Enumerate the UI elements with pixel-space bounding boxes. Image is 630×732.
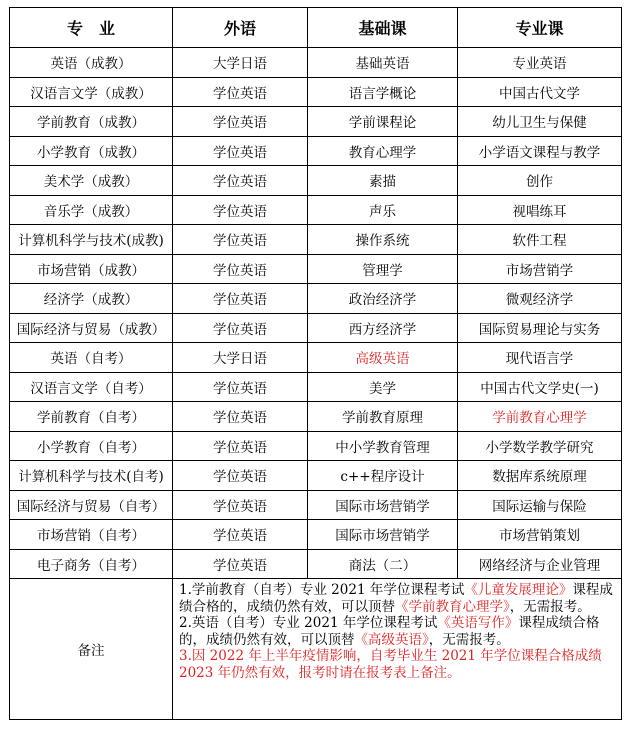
major-cell: 学前教育（成教） — [10, 107, 173, 137]
table-row — [10, 136, 622, 166]
basic-course-cell: 素描 — [308, 166, 458, 196]
foreign-language-cell: 学位英语 — [173, 402, 308, 432]
professional-course-cell: 视唱练耳 — [458, 195, 622, 225]
table-row — [10, 166, 622, 196]
foreign-language-cell: 大学日语 — [173, 48, 308, 78]
basic-course-cell: 中小学教育管理 — [308, 431, 458, 461]
basic-course-cell: 教育心理学 — [308, 136, 458, 166]
table-row — [10, 402, 622, 432]
basic-course-cell: 政治经济学 — [308, 284, 458, 314]
professional-course-cell: 软件工程 — [458, 225, 622, 255]
professional-course-cell: 微观经济学 — [458, 284, 622, 314]
basic-course-cell: c++程序设计 — [308, 461, 458, 491]
foreign-language-cell: 学位英语 — [173, 166, 308, 196]
foreign-language-cell: 学位英语 — [173, 461, 308, 491]
major-cell: 小学教育（自考） — [10, 431, 173, 461]
foreign-language-cell: 学位英语 — [173, 77, 308, 107]
table-row — [10, 461, 622, 491]
remark-1-text-c: ，无需报考。 — [509, 598, 591, 615]
professional-course-cell: 小学语文课程与教学 — [458, 136, 622, 166]
major-cell: 计算机科学与技术(成教) — [10, 225, 173, 255]
table-row — [10, 343, 622, 373]
basic-course-cell: 声乐 — [308, 195, 458, 225]
professional-course-cell: 数据库系统原理 — [458, 461, 622, 491]
major-cell: 汉语言文学（自考） — [10, 372, 173, 402]
major-cell: 汉语言文学（成教） — [10, 77, 173, 107]
professional-course-cell: 市场营销策划 — [458, 520, 622, 550]
header-row — [10, 8, 622, 48]
basic-course-cell: 基础英语 — [308, 48, 458, 78]
foreign-language-cell: 学位英语 — [173, 520, 308, 550]
major-cell: 国际经济与贸易（成教） — [10, 313, 173, 343]
foreign-language-cell: 学位英语 — [173, 225, 308, 255]
table-row — [10, 77, 622, 107]
foreign-language-cell: 学位英语 — [173, 549, 308, 579]
foreign-language-cell: 学位英语 — [173, 372, 308, 402]
remarks-label: 备注 — [10, 579, 173, 720]
basic-course-cell: 美学 — [308, 372, 458, 402]
professional-course-cell: 现代语言学 — [458, 343, 622, 373]
professional-course-cell: 创作 — [458, 166, 622, 196]
major-cell: 电子商务（自考） — [10, 549, 173, 579]
foreign-language-cell: 学位英语 — [173, 107, 308, 137]
major-cell: 英语（自考） — [10, 343, 173, 373]
remark-1-text-a: 1.学前教育（自考）专业 2021 年学位课程考试 — [179, 582, 465, 598]
table-row — [10, 254, 622, 284]
professional-course-cell: 国际贸易理论与实务 — [458, 313, 622, 343]
remark-2-course-advanced-english: 《高级英语》 — [354, 631, 429, 648]
basic-course-cell: 商法（二） — [308, 549, 458, 579]
basic-course-cell: 操作系统 — [308, 225, 458, 255]
basic-course-cell: 语言学概论 — [308, 77, 458, 107]
header-professional-course: 专业课 — [458, 8, 622, 48]
major-cell: 计算机科学与技术(自考) — [10, 461, 173, 491]
header-foreign-language: 外语 — [173, 8, 308, 48]
professional-course-cell-highlighted: 学前教育心理学 — [458, 402, 622, 432]
table-row — [10, 490, 622, 520]
foreign-language-cell: 学位英语 — [173, 284, 308, 314]
major-cell: 英语（成教） — [10, 48, 173, 78]
professional-course-cell: 幼儿卫生与保健 — [458, 107, 622, 137]
table-row — [10, 549, 622, 579]
major-cell: 美术学（成教） — [10, 166, 173, 196]
foreign-language-cell: 学位英语 — [173, 490, 308, 520]
basic-course-cell: 国际市场营销学 — [308, 490, 458, 520]
remark-note-3: 3.因 2022 年上半年疫情影响，自考毕业生 2021 年学位课程合格成绩 2023 年仍然有效，报考时请在报考表上备注。 — [179, 648, 602, 681]
professional-course-cell: 中国古代文学 — [458, 77, 622, 107]
basic-course-cell: 学前课程论 — [308, 107, 458, 137]
basic-course-cell-highlighted: 高级英语 — [308, 343, 458, 373]
remark-2-course-english-writing: 《英语写作》 — [437, 615, 519, 631]
professional-course-cell: 国际运输与保险 — [458, 490, 622, 520]
remark-1-course-child-development: 《儿童发展理论》 — [464, 582, 573, 598]
remark-1-course-preschool-psychology: 《学前教育心理学》 — [395, 598, 510, 615]
table-row — [10, 107, 622, 137]
foreign-language-cell: 学位英语 — [173, 136, 308, 166]
table-row — [10, 225, 622, 255]
table-row — [10, 431, 622, 461]
major-cell: 音乐学（成教） — [10, 195, 173, 225]
table-row — [10, 313, 622, 343]
basic-course-cell: 国际市场营销学 — [308, 520, 458, 550]
table-row — [10, 372, 622, 402]
table-row — [10, 195, 622, 225]
foreign-language-cell: 学位英语 — [173, 313, 308, 343]
remark-2-text-c: ，无需报考。 — [428, 631, 510, 648]
remark-note-2 — [179, 615, 615, 648]
professional-course-cell: 网络经济与企业管理 — [458, 549, 622, 579]
foreign-language-cell: 大学日语 — [173, 343, 308, 373]
foreign-language-cell: 学位英语 — [173, 254, 308, 284]
basic-course-cell: 西方经济学 — [308, 313, 458, 343]
table-row — [10, 520, 622, 550]
professional-course-cell: 中国古代文学史(一) — [458, 372, 622, 402]
document-page — [9, 7, 622, 720]
header-basic-course: 基础课 — [308, 8, 458, 48]
professional-course-cell: 专业英语 — [458, 48, 622, 78]
remark-1-text-b: 课程成绩合格的，成绩仍然有效，可以顶替 — [179, 582, 613, 615]
remark-note-1 — [179, 582, 615, 615]
major-cell: 市场营销（成教） — [10, 254, 173, 284]
major-cell: 市场营销（自考） — [10, 520, 173, 550]
major-cell: 小学教育（成教） — [10, 136, 173, 166]
remark-2-text-b: 课程成绩合格的，成绩仍然有效，可以顶替 — [179, 615, 600, 648]
professional-course-cell: 小学数学教学研究 — [458, 431, 622, 461]
remark-2-text-a: 2.英语（自考）专业 2021 年学位课程考试 — [179, 615, 438, 631]
header-major: 专 业 — [10, 8, 173, 48]
professional-course-cell: 市场营销学 — [458, 254, 622, 284]
table-row — [10, 284, 622, 314]
major-cell: 经济学（成教） — [10, 284, 173, 314]
remarks-content — [173, 579, 622, 720]
major-cell: 学前教育（自考） — [10, 402, 173, 432]
major-cell: 国际经济与贸易（自考） — [10, 490, 173, 520]
table-row — [10, 48, 622, 78]
course-table — [9, 7, 622, 720]
foreign-language-cell: 学位英语 — [173, 431, 308, 461]
foreign-language-cell: 学位英语 — [173, 195, 308, 225]
remarks-row — [10, 579, 622, 720]
basic-course-cell: 学前教育原理 — [308, 402, 458, 432]
basic-course-cell: 管理学 — [308, 254, 458, 284]
